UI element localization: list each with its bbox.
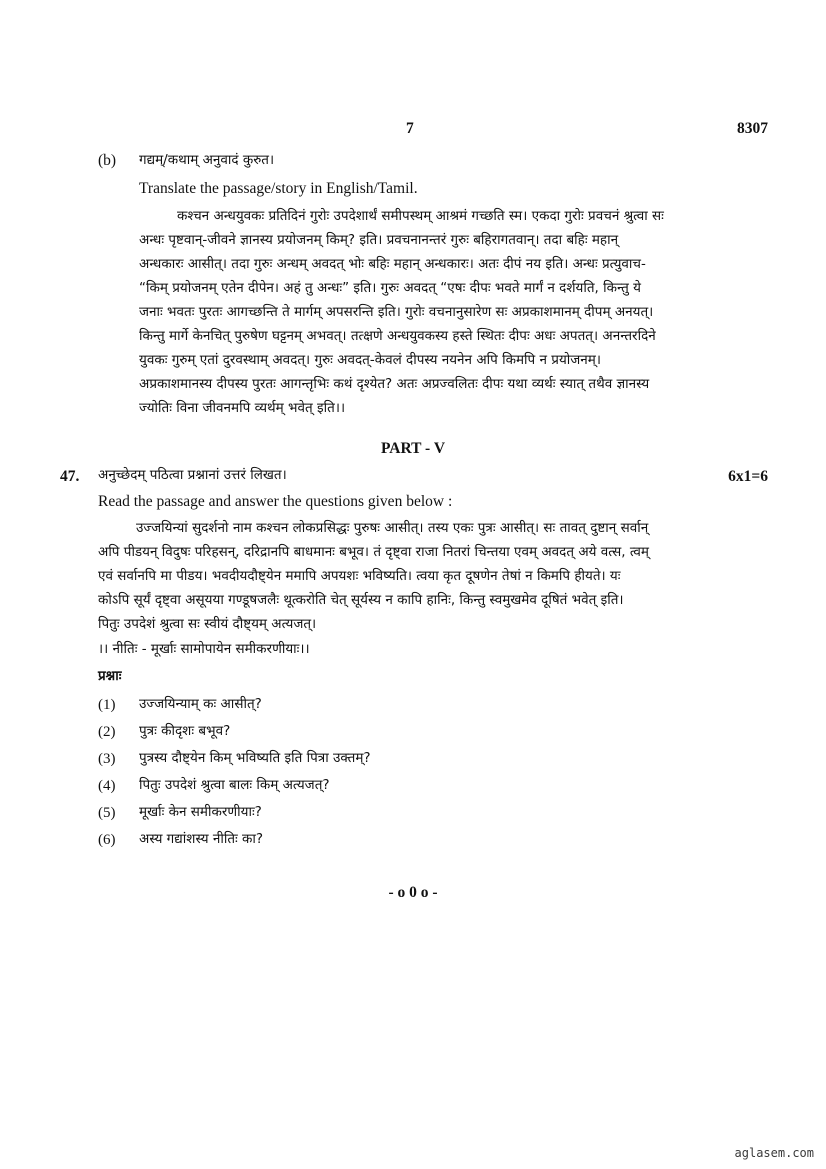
passage-line: उज्जयिन्यां सुदर्शनो नाम कश्चन लोकप्रसिद्धः पुरुषः आसीत्। तस्य एकः पुत्रः आसीत्। सः तावत् दुष्टान् सर्वान् — [136, 520, 649, 536]
question-text: मूर्खाः केन समीकरणीयाः? — [139, 804, 262, 820]
part-heading: PART - V — [380, 440, 446, 457]
question-text: उज्जयिन्याम् कः आसीत्? — [139, 696, 262, 712]
translation-passage — [139, 204, 769, 420]
question-text: पितुः उपदेशं श्रुत्वा बालः किम् अत्यजत्? — [139, 777, 330, 793]
passage-line: “किम् प्रयोजनम् एतेन दीपेन। अहं तु अन्धः” इति। गुरुः अवदत् “एषः दीपः भवते मार्गं न दर्शयति, किन्तु ये — [139, 280, 641, 296]
marks: 6x1=6 — [728, 468, 768, 485]
page-number: 7 — [406, 120, 414, 137]
question-num: (4) — [98, 778, 116, 794]
instruction-sanskrit: गद्यम्/कथाम् अनुवादं कुरुत। — [139, 152, 275, 168]
question-number: 47. — [60, 468, 80, 485]
passage-line: कश्चन अन्धयुवकः प्रतिदिनं गुरोः उपदेशार्थं समीपस्थम् आश्रमं गच्छति स्म। एकदा गुरोः प्रवचनं श्रुत्वा सः — [177, 208, 664, 224]
end-mark: - o 0 o - — [388, 884, 438, 901]
passage-line: पितुः उपदेशं श्रुत्वा सः स्वीयं दौष्ट्यम् अत्यजत्। — [98, 616, 317, 632]
question-num: (2) — [98, 724, 116, 740]
question-num: (5) — [98, 805, 116, 821]
question-num: (6) — [98, 832, 116, 848]
passage-line: युवकः गुरुम् एतां दुरवस्थाम् अवदत्। गुरुः अवदत्-केवलं दीपस्य नयनेन अपि किमपि न प्रयोजनम्। — [139, 352, 601, 368]
question-text: पुत्रः कीदृशः बभूव? — [139, 723, 231, 739]
q47-instruction-sanskrit: अनुच्छेदम् पठित्वा प्रश्नानां उत्तरं लिखत। — [98, 467, 287, 483]
comprehension-passage — [98, 516, 770, 636]
question-num: (3) — [98, 751, 116, 767]
moral: ।। नीतिः - मूर्खाः सामोपायेन समीकरणीयाः।। — [98, 641, 310, 657]
passage-line: ज्योतिः विना जीवनमपि व्यर्थम् भवेत् इति।। — [139, 400, 346, 416]
questions-label: प्रश्नाः — [98, 668, 122, 684]
passage-line: किन्तु मार्गे केनचित् पुरुषेण घट्टनम् अभवत्। तत्क्षणे अन्धयुवकस्य हस्ते स्थितः दीपः अधः अपतत्। अनन्तरदिने — [139, 328, 656, 344]
passage-line: कोऽपि सूर्यं दृष्ट्वा असूयया गण्डूषजलैः थूत्करोति चेत् सूर्यस्य न कापि हानिः, किन्तु स्वमुखमेव दूषितं भवेत् इति। — [98, 592, 624, 608]
question-text: पुत्रस्य दौष्ट्येन किम् भविष्यति इति पित्रा उक्तम्? — [139, 750, 371, 766]
instruction-english: Translate the passage/story in English/Tamil. — [139, 180, 418, 197]
passage-line: अपि पीडयन् विदुषः परिहसन्, दरिद्रानपि बाधमानः बभूव। तं दृष्ट्वा राजा नितरां चिन्तया एवम् अवदत् अये वत्स, त्वम् — [98, 544, 649, 560]
paper-code: 8307 — [737, 120, 768, 137]
passage-line: अन्धकारः आसीत्। तदा गुरुः अन्धम् अवदत् भोः बहिः महान् अन्धकारः। अतः दीपं नय इति। अन्धः प्रत्युवाच- — [139, 256, 646, 272]
question-num: (1) — [98, 697, 116, 713]
q47-instruction-english: Read the passage and answer the questions given below : — [98, 493, 453, 510]
passage-line: अन्धः पृष्टवान्-जीवने ज्ञानस्य प्रयोजनम् किम्? इति। प्रवचनानन्तरं गुरुः बहिरागतवान्। तदा बहिः महान् — [139, 232, 619, 248]
watermark: aglasem.com — [734, 1146, 814, 1160]
passage-line: जनाः भवतः पुरतः आगच्छन्ति ते मार्गम् अपसरन्ति इति। गुरोः वचनानुसारेण सः अप्रकाशमानम् दीपम् अनयत्। — [139, 304, 654, 320]
passage-line: एवं सर्वानपि मा पीडय। भवदीयदौष्ट्येन ममापि अपयशः भविष्यति। त्वया कृत दूषणेन तेषां न किमपि हीयते। यः — [98, 568, 621, 584]
question-text: अस्य गद्यांशस्य नीतिः का? — [139, 831, 264, 847]
subpart-label: (b) — [98, 152, 117, 169]
passage-line: अप्रकाशमानस्य दीपस्य पुरतः आगन्तृभिः कथं दृश्येत? अतः अप्रज्वलितः दीपः यथा व्यर्थः स्यात् तथैव ज्ञानस्य — [139, 376, 650, 392]
